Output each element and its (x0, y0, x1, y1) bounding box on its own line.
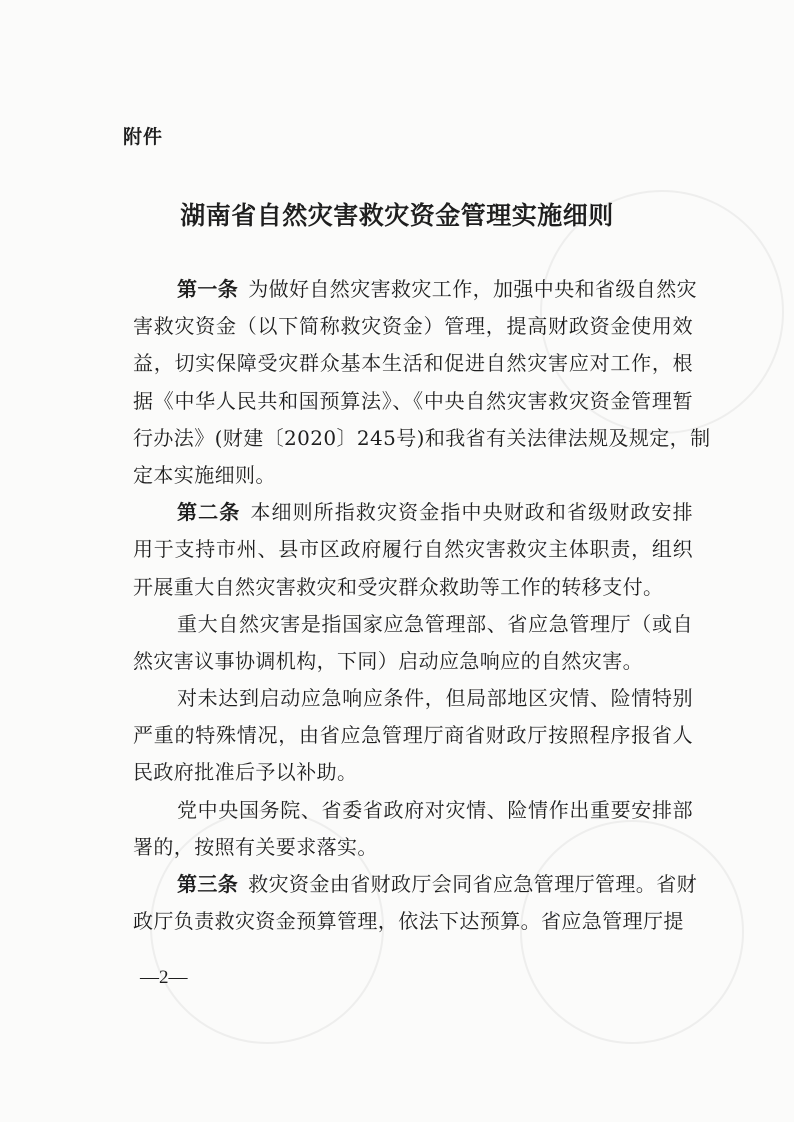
line-text: 对未达到启动应急响应条件，但局部地区灾情、险情特别 (177, 686, 693, 711)
text-line (133, 494, 693, 531)
line-text: 然灾害议事协调机构，下同）启动应急响应的自然灾害。 (133, 648, 643, 673)
line-text: 害救灾资金（以下简称救灾资金）管理，提高财政资金使用效 (133, 314, 693, 339)
text-line (133, 903, 693, 940)
article-heading: 第三条 (177, 872, 239, 896)
line-text: 民政府批准后予以补助。 (133, 760, 358, 785)
article-heading: 第二条 (177, 500, 241, 525)
line-text: 益，切实保障受灾群众基本生活和促进自然灾害应对工作，根 (133, 351, 693, 376)
paragraph (133, 494, 693, 606)
paragraph (133, 792, 693, 866)
text-line (133, 531, 693, 568)
text-line (133, 717, 693, 754)
article-heading: 第一条 (177, 277, 239, 301)
text-line (133, 383, 693, 420)
paragraph (133, 680, 693, 792)
line-text: 党中央国务院、省委省政府对灾情、险情作出重要安排部 (177, 797, 693, 822)
text-line (133, 420, 711, 457)
line-text: 重大自然灾害是指国家应急管理部、省应急管理厅（或自 (177, 611, 693, 636)
line-text: 开展重大自然灾害救灾和受灾群众救助等工作的转移支付。 (133, 574, 664, 599)
paragraph (133, 606, 693, 680)
text-line (133, 792, 693, 829)
text-line (133, 754, 693, 791)
page-number: —2— (140, 967, 188, 988)
text-line (133, 345, 693, 382)
document-title: 湖南省自然灾害救灾资金管理实施细则 (180, 201, 614, 230)
text-line (133, 569, 693, 606)
line-text: 政厅负责救灾资金预算管理，依法下达预算。省应急管理厅提 (133, 909, 684, 934)
paragraph (133, 866, 698, 940)
line-text: 本细则所指救灾资金指中央财政和省级财政安排 (250, 500, 693, 525)
text-line (133, 680, 693, 717)
line-text: 据《中华人民共和国预算法》、《中央自然灾害救灾资金管理暂 (133, 388, 693, 413)
text-line (133, 271, 698, 308)
text-line (133, 643, 693, 680)
line-text: 定本实施细则。 (133, 462, 276, 487)
line-text: 署的，按照有关要求落实。 (133, 834, 378, 859)
attachment-label: 附件 (123, 126, 164, 148)
line-text: 为做好自然灾害救灾工作，加强中央和省级自然灾 (248, 277, 698, 301)
text-line (133, 606, 693, 643)
text-line (133, 457, 693, 494)
text-line (133, 829, 693, 866)
text-line (133, 308, 693, 345)
paragraph (133, 271, 711, 494)
document-body (133, 271, 711, 940)
text-line (133, 866, 698, 903)
line-text: 严重的特殊情况，由省应急管理厅商省财政厅按照程序报省人 (133, 723, 693, 748)
line-text: 行办法》(财建〔2020〕245号)和我省有关法律法规及规定，制 (133, 425, 711, 450)
line-text: 救灾资金由省财政厅会同省应急管理厅管理。省财 (248, 872, 698, 896)
line-text: 用于支持市州、县市区政府履行自然灾害救灾主体职责，组织 (133, 537, 693, 562)
